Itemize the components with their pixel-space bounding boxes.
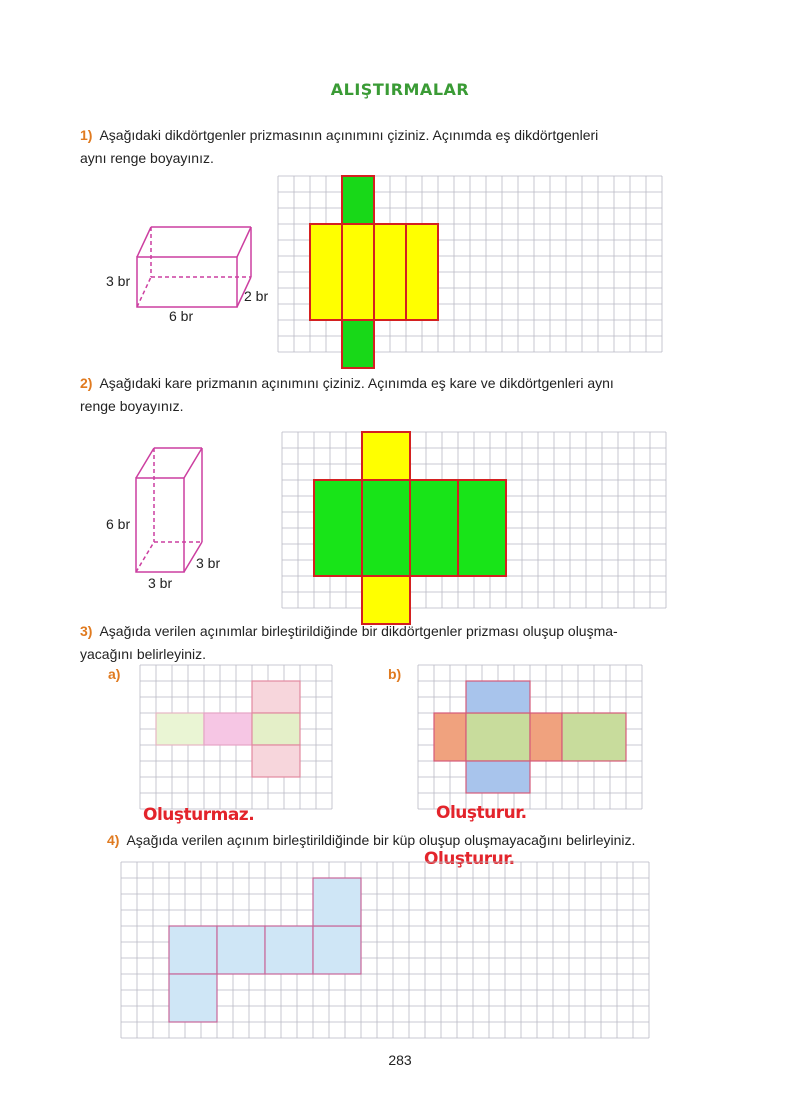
answer-4: Oluşturur. bbox=[424, 849, 515, 869]
net-grid-2 bbox=[282, 432, 666, 608]
page-number: 283 bbox=[388, 1052, 412, 1068]
prism2-width-label: 3 br bbox=[148, 575, 173, 591]
grid3a-face-2 bbox=[252, 681, 300, 713]
prism1-length-label: 6 br bbox=[169, 308, 194, 324]
question-1-number: 1) bbox=[80, 127, 93, 143]
grid1-face-0 bbox=[310, 224, 342, 320]
grid3b-face-2 bbox=[530, 713, 562, 761]
grid3a-face-1 bbox=[204, 713, 252, 745]
grid2-face-4 bbox=[362, 432, 410, 480]
grid4-face-5 bbox=[169, 974, 217, 1022]
page-title: ALIŞTIRMALAR bbox=[330, 80, 470, 99]
grid2-face-3 bbox=[458, 480, 506, 576]
question-3-line2: yacağını belirleyiniz. bbox=[80, 646, 207, 662]
grid4-face-2 bbox=[265, 926, 313, 974]
question-2-line1: Aşağıdaki kare prizmanın açınımını çiziniz. Açınımda eş kare ve dikdörtgenleri aynı bbox=[99, 375, 614, 391]
question-3-text bbox=[80, 620, 700, 666]
grid1-face-1 bbox=[342, 224, 374, 320]
question-1-text bbox=[80, 124, 700, 170]
question-3-number: 3) bbox=[80, 623, 93, 639]
grid4-face-1 bbox=[217, 926, 265, 974]
grid3b-face-3 bbox=[562, 713, 626, 761]
grid3a-face-4 bbox=[252, 745, 300, 777]
answer-3b: Oluşturur. bbox=[436, 803, 527, 823]
prism1-depth-label: 2 br bbox=[244, 288, 269, 304]
grid4-face-3 bbox=[313, 926, 361, 974]
grid3b-face-5 bbox=[466, 761, 530, 793]
grid1-face-3 bbox=[406, 224, 438, 320]
net-grid-1 bbox=[278, 176, 662, 352]
grid3b-face-4 bbox=[466, 681, 530, 713]
question-4-line: Aşağıda verilen açınım birleştirildiğinde bir küp oluşup oluşmayacağını belirleyiniz. bbox=[126, 832, 636, 848]
net-grid-4 bbox=[121, 862, 649, 1038]
prism1-height-label: 3 br bbox=[106, 273, 131, 289]
grid1-face-4 bbox=[342, 176, 374, 224]
question-1-line1: Aşağıdaki dikdörtgenler prizmasının açınımını çiziniz. Açınımda eş dikdörtgenleri bbox=[99, 127, 599, 143]
question-3a-label: a) bbox=[108, 666, 121, 682]
question-3-line1: Aşağıda verilen açınımlar birleştirildiğinde bir dikdörtgenler prizması oluşup oluşma- bbox=[99, 623, 618, 639]
grid3b-face-0 bbox=[434, 713, 466, 761]
prism2-height-label: 6 br bbox=[106, 516, 131, 532]
grid2-face-2 bbox=[410, 480, 458, 576]
prism2-depth-label: 3 br bbox=[196, 555, 221, 571]
grid3a-face-0 bbox=[156, 713, 204, 745]
grid4-face-4 bbox=[313, 878, 361, 926]
question-2-line2: renge boyayınız. bbox=[80, 398, 184, 414]
grid2-face-5 bbox=[362, 576, 410, 624]
grid3a-face-3 bbox=[252, 713, 300, 745]
grid2-face-1 bbox=[362, 480, 410, 576]
grid1-face-2 bbox=[374, 224, 406, 320]
question-2-text bbox=[80, 372, 700, 418]
question-2-number: 2) bbox=[80, 375, 93, 391]
question-4-number: 4) bbox=[107, 832, 120, 848]
grid4-face-0 bbox=[169, 926, 217, 974]
grid3b-face-1 bbox=[466, 713, 530, 761]
net-grid-3b bbox=[418, 665, 642, 809]
grid1-face-5 bbox=[342, 320, 374, 368]
question-3b-label: b) bbox=[388, 666, 402, 682]
question-1-line2: aynı renge boyayınız. bbox=[80, 150, 214, 166]
grid2-face-0 bbox=[314, 480, 362, 576]
net-grid-3a bbox=[140, 665, 332, 809]
answer-3a: Oluşturmaz. bbox=[143, 805, 255, 825]
